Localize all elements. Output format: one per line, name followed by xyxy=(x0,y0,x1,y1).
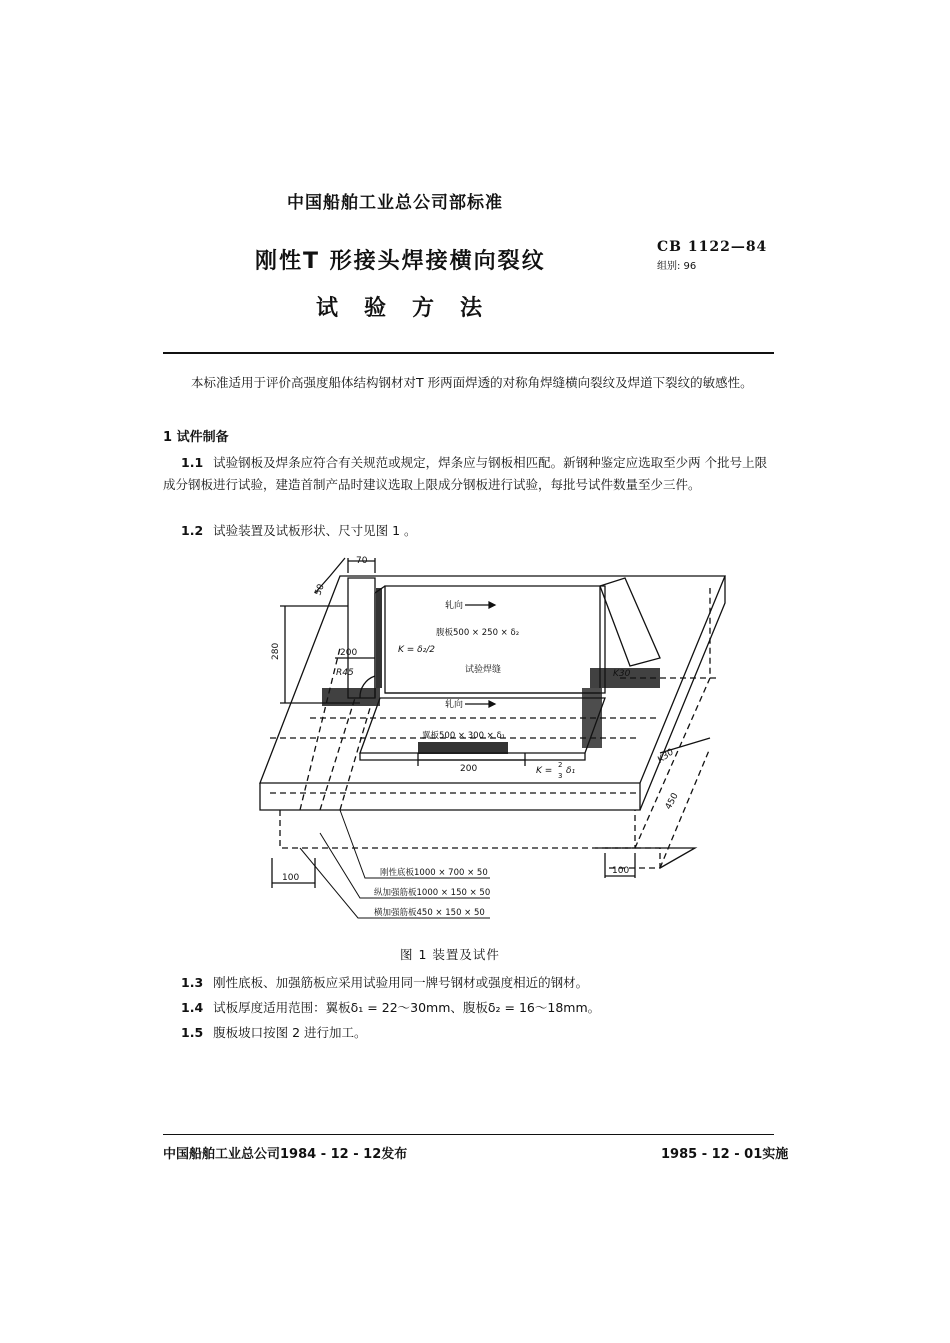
k-flange-numerator: 2 xyxy=(558,761,563,769)
section-1-heading: 1 试件制备 xyxy=(163,430,229,445)
document-title-line2: 试验方法 xyxy=(316,296,509,321)
k-flange-prefix: K = xyxy=(536,766,553,776)
figure-caption: 图 1 装置及试件 xyxy=(400,947,500,962)
figure-1-apparatus-drawing xyxy=(240,548,740,933)
base-plate-label: 刚性底板1000 × 700 × 50 xyxy=(380,868,488,878)
dim-50-label: 50 xyxy=(313,582,327,598)
intro-paragraph: 本标准适用于评价高强度船体结构钢材对T 形两面焊透的对称角焊缝横向裂纹及焊道下裂纹的敏感性。 xyxy=(191,375,753,390)
dim-280-label: 280 xyxy=(271,642,281,660)
k30-right-label: K30 xyxy=(613,669,631,679)
r45-label: R45 xyxy=(336,668,354,678)
clause-text: 试板厚度适用范围：翼板δ₁ = 22～30mm、腹板δ₂ = 16～18mm。 xyxy=(213,1000,601,1015)
web-plate-label: 腹板500 × 250 × δ₂ xyxy=(436,628,520,638)
clause-text: 腹板坡口按图 2 进行加工。 xyxy=(213,1025,367,1040)
k-flange-suffix: δ₁ xyxy=(566,766,576,776)
clause-number: 1.2 xyxy=(181,523,204,538)
dim-100-left-label: 100 xyxy=(282,873,300,883)
flange-plate-label: 翼板500 × 300 × δ₁ xyxy=(422,731,506,741)
document-title-line1: 刚性T 形接头焊接横向裂纹 xyxy=(255,249,546,274)
clause-1-5 xyxy=(181,1022,367,1044)
standard-group: 组别: 96 xyxy=(657,261,697,272)
clause-text: 刚性底板、加强筋板应采用试验用同一牌号钢材或强度相近的钢材。 xyxy=(213,975,589,990)
rolling-dir-mid-label: 轧向 xyxy=(445,700,464,710)
clause-1-1 xyxy=(163,452,775,496)
rolling-dir-top-label: 轧向 xyxy=(445,601,464,611)
clause-text: 试验装置及试板形状、尺寸见图 1 。 xyxy=(213,523,417,538)
dim-200-top-label: 200 xyxy=(340,648,358,658)
effective-date: 1985 - 12 - 01实施 xyxy=(661,1147,789,1162)
dim-200-bottom-label: 200 xyxy=(460,764,478,774)
clause-number: 1.5 xyxy=(181,1025,204,1040)
k-web-label: K = δ₂/2 xyxy=(398,645,436,655)
clause-number: 1.4 xyxy=(181,1000,204,1015)
clause-1-3 xyxy=(181,972,588,994)
k-flange-denominator: 3 xyxy=(558,772,563,780)
clause-1-4 xyxy=(181,997,600,1019)
header-divider xyxy=(163,352,774,354)
long-stiffener-label: 纵加强筋板1000 × 150 × 50 xyxy=(374,888,491,898)
clause-number: 1.3 xyxy=(181,975,204,990)
dim-450-label: 450 xyxy=(663,791,681,812)
clause-text: 试验钢板及焊条应符合有关规范或规定，焊条应与钢板相匹配。新钢种鉴定应选取至少两 个批号上限成分钢板进行试验，建造首制产品时建议选取上限成分钢板进行试验，每批号试件数量至少三件。 xyxy=(163,455,768,492)
test-weld-label: 试验焊缝 xyxy=(465,665,502,675)
footer-divider xyxy=(163,1134,774,1135)
clause-number: 1.1 xyxy=(181,455,204,470)
k30-lower-label: K30 xyxy=(655,747,676,766)
standard-code: CB 1122—84 xyxy=(657,239,768,255)
issue-date: 中国船舶工业总公司1984 - 12 - 12发布 xyxy=(163,1147,408,1162)
trans-stiffener-label: 横加强筋板450 × 150 × 50 xyxy=(374,908,485,918)
issuing-organization: 中国船舶工业总公司部标准 xyxy=(287,193,503,213)
dim-70-label: 70 xyxy=(356,556,368,566)
dim-100-right-label: 100 xyxy=(612,866,630,876)
clause-1-2 xyxy=(181,520,417,542)
